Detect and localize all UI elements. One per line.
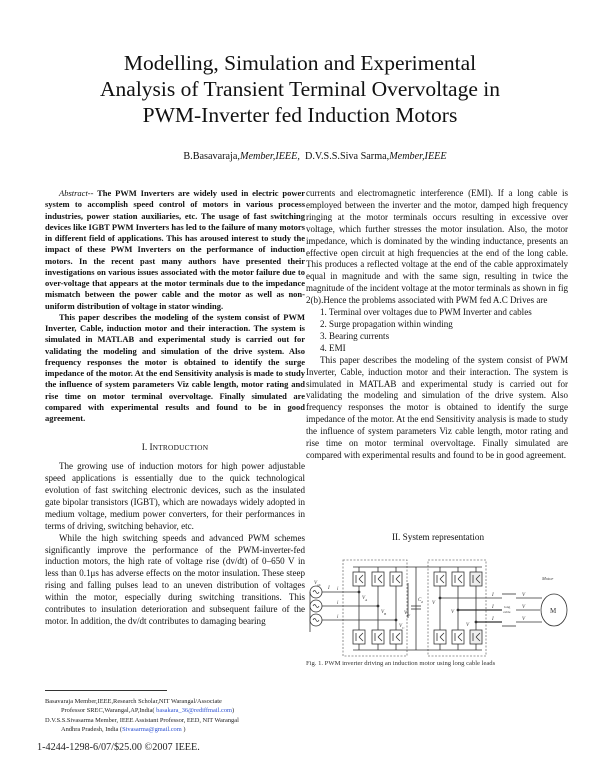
body-paragraph: While the high switching speeds and advanced PWM schemes significantly improve the performance of the PWM-inverter-fed induction motors, the high rate of voltage rise (dv/dt) of 0–650 V in less than 0.1μs has adverse effects on the motor insulation. These steep rising and falling pulses lead to an uneven distribution of voltages within the motor, especially during switching transitions. This contributes to insulation deterioration and subsequent failure of the motor. In addition, the dv/dt contributes to damaging bearing xyxy=(45,532,305,626)
svg-text:M: M xyxy=(550,607,557,615)
svg-text:i: i xyxy=(337,615,339,620)
svg-text:V: V xyxy=(451,610,455,615)
svg-text:V: V xyxy=(314,581,318,586)
svg-text:B: B xyxy=(384,612,387,616)
svg-text:V: V xyxy=(432,601,436,606)
svg-text:V: V xyxy=(522,617,526,622)
problems-list xyxy=(306,307,568,355)
footnote-line: Professor SREC,Warangal,AP,India( basakara_36@rediffmail.com) xyxy=(61,707,235,715)
svg-text:long: long xyxy=(504,605,511,609)
author-affiliation: Member,IEEE, xyxy=(239,151,300,162)
svg-text:dc: dc xyxy=(407,613,411,617)
svg-text:I: I xyxy=(492,593,494,598)
section-heading-introduction: I. INTRODUCTION xyxy=(141,443,209,454)
footnote-line: D.V.S.S.Sivasarma Member, IEEE Assistant Professor, EED, NIT Warangal xyxy=(45,716,239,724)
list-item: 3. Bearing currents xyxy=(320,330,390,341)
footnote-affiliations xyxy=(45,697,305,734)
svg-text:i: i xyxy=(337,601,339,606)
body-paragraph: The growing use of induction motors for high power adjustable speed applications is essentially due to the quick technological evolution of fast switching electronic devices, such as the insulated gate bipolar transistors (IGBT), which are nowadays widely adopted in medium voltage, medium power converters, for their performances in terms of driving, switching behavior, etc. xyxy=(45,461,305,531)
author-name: D.V.S.S.Siva Sarma, xyxy=(305,151,390,162)
author-line xyxy=(0,151,600,162)
list-item: 2. Surge propagation within winding xyxy=(320,318,453,329)
svg-text:V: V xyxy=(399,624,403,629)
svg-text:C: C xyxy=(418,598,422,603)
svg-text:A: A xyxy=(365,598,368,602)
abstract xyxy=(45,188,305,424)
svg-text:I: I xyxy=(492,617,494,622)
svg-text:V: V xyxy=(404,611,408,616)
title-line: Analysis of Transient Terminal Overvoltage in xyxy=(100,77,500,101)
footnote-line: Andhra Pradesh, India (Sivasarma@gmail.com ) xyxy=(61,725,186,733)
svg-text:V: V xyxy=(522,593,526,598)
list-item: 1. Terminal over voltages due to PWM Inverter and cables xyxy=(320,307,532,318)
title-line: Modelling, Simulation and Experimental xyxy=(123,51,477,75)
svg-text:Motor: Motor xyxy=(542,576,554,581)
svg-text:V: V xyxy=(466,623,470,628)
svg-text:I: I xyxy=(328,586,330,591)
svg-text:V: V xyxy=(381,610,385,615)
svg-text:C: C xyxy=(402,626,405,630)
svg-text:d: d xyxy=(421,600,423,604)
body-paragraph: currents and electromagnetic interference (EMI). If a long cable is employed between the inverter and the motor, damped high frequency ringing at the motor terminals occurs resulting in excessive over voltage, which further stresses the motor insulation. Also, the motor impedance, which is dominated by the winding inductance, presents an effective open circuit at high frequencies at the end of the long cable. This produces a reflected voltage at the end of the cable approximately equal in magnitude and with the same sign, resulting in twice the magnitude of the incident voltage at the motor terminals as shown in fig 2(b).Hence the problems associated with PWM fed A.C Drives are xyxy=(306,188,568,306)
list-item: 4. EMI xyxy=(320,342,346,353)
svg-text:V: V xyxy=(362,596,366,601)
svg-text:V: V xyxy=(522,605,526,610)
right-column xyxy=(306,188,568,462)
footnote-line: Basavaraja Member,IEEE,Research Scholar,NIT Warangal/Associate xyxy=(45,698,222,705)
svg-text:I: I xyxy=(492,605,494,610)
body-paragraph: This paper describes the modeling of the system consist of PWM Inverter, Cable, induction motor and their interaction. The system is simulated in MATLAB and experimental study is carried out for validating the modeling and simulation of the drive system. Also frequency responses the motor is obtained to identify the surge impedance of the motor. At the end Sensitivity analysis is made to study the influence of system parameters Viz cable length, motor rating and rise time on motor terminal overvoltage. Finally simulated are compared with experimental results and found to be in good agreement. xyxy=(306,354,568,460)
copyright-notice: 1-4244-1298-6/07/$25.00 ©2007 IEEE. xyxy=(37,742,200,753)
figure-1-caption: Fig. 1. PWM inverter driving an induction motor using long cable leads xyxy=(306,660,496,667)
abstract-paragraph: Abstract-- The PWM Inverters are widely used in electric power system to accomplish speed control of motors in various process industries, power station auxiliaries, etc. The usage of fast switching devices like IGBT PWM Inverters has led to the failure of many motors in different field of applications. This has aroused interest to study the impact of these PWM Inverters on the performance of induction motors. In the recent past many authors have presented their investigations on various issues associated with the motor failure due to over-voltage that appears at the motor terminals due to the impedance mismatch between the power cable and the motor as well as non-uniform distribution of voltage in stator winding. xyxy=(45,188,305,311)
email-link[interactable]: Sivasarma@gmail.com xyxy=(122,725,182,733)
svg-text:ab: ab xyxy=(317,583,321,587)
author-name: B.Basavaraja, xyxy=(183,151,240,162)
title-line: PWM-Inverter fed Induction Motors xyxy=(142,103,458,127)
author-affiliation: Member,IEEE xyxy=(389,151,447,162)
left-column xyxy=(45,188,305,628)
section-heading-system-representation: II. System representation xyxy=(391,532,485,542)
svg-text:i: i xyxy=(337,587,339,592)
svg-text:cable: cable xyxy=(503,610,511,614)
abstract-paragraph: This paper describes the modeling of the system consist of PWM Inverter, Cable, induction motor and their interaction. The system is simulated in MATLAB and experimental study is carried out for validating the modeling and simulation of the drive system. Also frequency responses the motor is obtained to identify the surge impedance of the motor. At the end Sensitivity analysis is made to study the influence of system parameters Viz cable length, motor rating and rise time on motor terminal overvoltage. Finally simulated are compared with experimental results and found to be in good agreement. xyxy=(45,311,305,423)
abstract-label: Abstract-- xyxy=(59,188,94,198)
figure-1-circuit-diagram xyxy=(306,558,570,658)
email-link[interactable]: basakara_36@rediffmail.com xyxy=(156,707,233,715)
paper-title xyxy=(0,50,600,128)
inverter-switches xyxy=(434,567,482,650)
rectifier-switches xyxy=(353,567,402,650)
footnote-divider xyxy=(45,690,167,691)
